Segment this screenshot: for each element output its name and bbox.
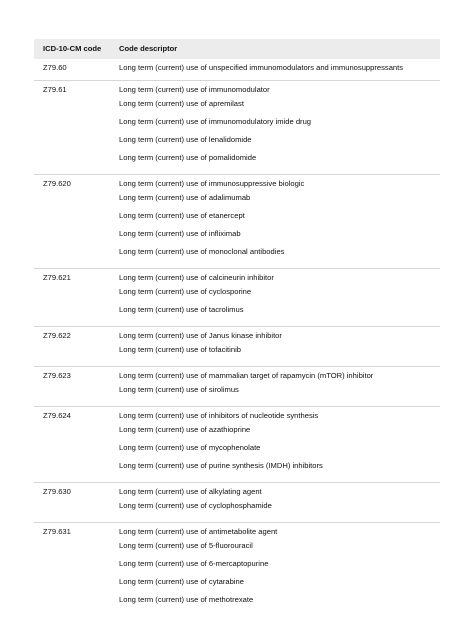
icd-code-cell <box>34 117 110 135</box>
table-row <box>34 577 440 595</box>
table-row <box>34 305 440 327</box>
header-descriptor: Code descriptor <box>110 39 440 59</box>
code-descriptor-cell: Long term (current) use of lenalidomide <box>119 135 252 144</box>
code-descriptor-cell: Long term (current) use of sirolimus <box>119 385 239 394</box>
table-row <box>34 541 440 559</box>
icd-code-cell <box>34 425 110 443</box>
table-row <box>34 117 440 135</box>
code-descriptor-cell: Long term (current) use of purine synthesis (IMDH) inhibitors <box>119 461 323 470</box>
code-descriptor-cell: Long term (current) use of immunosuppressive biologic <box>110 175 440 194</box>
code-group-row <box>34 81 440 100</box>
icd-code-cell: Z79.631 <box>34 523 110 542</box>
icd-code-cell: Z79.630 <box>34 483 110 502</box>
code-descriptor-cell: Long term (current) use of inhibitors of nucleotide synthesis <box>110 407 440 426</box>
code-group-row <box>34 367 440 386</box>
icd-code-cell <box>34 193 110 211</box>
code-descriptor-cell: Long term (current) use of tacrolimus <box>119 305 244 314</box>
code-descriptor-cell: Long term (current) use of calcineurin inhibitor <box>110 269 440 288</box>
table-row <box>34 99 440 117</box>
table-row <box>34 135 440 153</box>
code-group-row <box>34 523 440 542</box>
icd-code-cell: Z79.61 <box>34 81 110 100</box>
code-group-row <box>34 175 440 194</box>
table-row <box>34 153 440 175</box>
icd-code-cell <box>34 461 110 483</box>
icd-code-cell <box>34 229 110 247</box>
code-group-row <box>34 327 440 346</box>
table-row <box>34 193 440 211</box>
icd-code-cell <box>34 345 110 367</box>
icd-code-cell <box>34 443 110 461</box>
header-row <box>34 39 440 59</box>
code-descriptor-cell: Long term (current) use of azathioprine <box>119 425 251 434</box>
icd-code-cell <box>34 247 110 269</box>
icd-code-cell <box>34 385 110 407</box>
table-row <box>34 595 440 616</box>
code-descriptor-cell: Long term (current) use of cyclosporine <box>119 287 252 296</box>
icd-code-cell <box>34 99 110 117</box>
code-descriptor-cell: Long term (current) use of etanercept <box>119 211 245 220</box>
icd-code-cell <box>34 211 110 229</box>
code-group-row <box>34 59 440 81</box>
code-descriptor-cell: Long term (current) use of unspecified immunomodulators and immunosuppressants <box>119 63 404 72</box>
code-descriptor-cell: Long term (current) use of apremilast <box>119 99 244 108</box>
icd-code-cell: Z79.623 <box>34 367 110 386</box>
code-descriptor-cell: Long term (current) use of Janus kinase inhibitor <box>110 327 440 346</box>
icd-code-table <box>34 39 440 616</box>
code-descriptor-cell: Long term (current) use of immunomodulatory imide drug <box>119 117 312 126</box>
icd-code-cell <box>34 501 110 523</box>
table-row <box>34 501 440 523</box>
code-descriptor-cell: Long term (current) use of mycophenolate <box>119 443 261 452</box>
icd-code-cell: Z79.624 <box>34 407 110 426</box>
code-descriptor-cell: Long term (current) use of monoclonal antibodies <box>119 247 285 256</box>
icd-code-cell: Z79.622 <box>34 327 110 346</box>
table-row <box>34 443 440 461</box>
icd-code-cell <box>34 577 110 595</box>
code-group-row <box>34 269 440 288</box>
code-group-row <box>34 483 440 502</box>
icd-code-cell: Z79.620 <box>34 175 110 194</box>
code-descriptor-cell: Long term (current) use of tofacitinib <box>119 345 241 354</box>
code-descriptor-cell: Long term (current) use of 6-mercaptopurine <box>119 559 269 568</box>
icd-code-cell <box>34 153 110 175</box>
table-row <box>34 211 440 229</box>
table-row <box>34 229 440 247</box>
code-descriptor-cell: Long term (current) use of cyclophosphamide <box>119 501 272 510</box>
icd-code-cell <box>34 595 110 616</box>
table-row <box>34 287 440 305</box>
table-header <box>34 39 440 59</box>
table-row <box>34 345 440 367</box>
code-descriptor-cell: Long term (current) use of pomalidomide <box>119 153 257 162</box>
icd-code-cell: Z79.621 <box>34 269 110 288</box>
code-descriptor-cell: Long term (current) use of methotrexate <box>119 595 254 604</box>
table-row <box>34 247 440 269</box>
icd-code-cell <box>34 135 110 153</box>
table-row <box>34 385 440 407</box>
code-descriptor-cell: Long term (current) use of alkylating agent <box>110 483 440 502</box>
header-code: ICD-10-CM code <box>34 39 110 59</box>
table-row <box>34 425 440 443</box>
code-descriptor-cell: Long term (current) use of immunomodulator <box>110 81 440 100</box>
icd-code-cell: Z79.60 <box>43 63 67 72</box>
icd-code-cell <box>34 541 110 559</box>
icd-code-cell <box>34 287 110 305</box>
icd-code-cell <box>34 305 110 327</box>
code-descriptor-cell: Long term (current) use of infliximab <box>119 229 241 238</box>
table-body <box>34 59 440 616</box>
code-descriptor-cell: Long term (current) use of antimetabolite agent <box>110 523 440 542</box>
code-descriptor-cell: Long term (current) use of cytarabine <box>119 577 244 586</box>
icd-code-cell <box>34 559 110 577</box>
code-group-row <box>34 407 440 426</box>
code-descriptor-cell: Long term (current) use of mammalian target of rapamycin (mTOR) inhibitor <box>110 367 440 386</box>
table-row <box>34 461 440 483</box>
code-descriptor-cell: Long term (current) use of adalimumab <box>119 193 251 202</box>
code-descriptor-cell: Long term (current) use of 5-fluorouracil <box>119 541 253 550</box>
table-row <box>34 559 440 577</box>
